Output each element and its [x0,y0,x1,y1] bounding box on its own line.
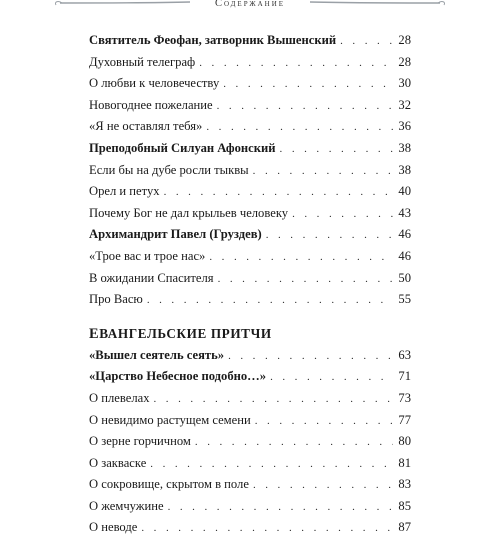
toc-entry-page-number: 38 [398,140,411,155]
toc-entry-title: Архимандрит Павел (Груздев) [89,227,262,242]
toc-entry[interactable] [89,98,411,120]
toc-entry[interactable] [89,184,411,206]
toc-entry-title: «Трое вас и трое нас» [89,248,206,263]
toc-entry-page-number: 83 [398,477,411,492]
section-heading-text: ЕВАНГЕЛЬСКИЕ ПРИТЧИ [89,325,272,342]
toc-entry[interactable] [89,227,411,249]
toc-entry-title: О любви к человечеству [89,76,220,91]
running-title: Содержание [214,0,286,9]
toc-entry-page-number: 30 [398,76,411,91]
toc-entry[interactable] [89,434,411,456]
toc-entry[interactable] [89,292,411,314]
toc-entry-page-number: 32 [398,97,411,112]
toc-entry-page-number: 77 [398,412,411,427]
toc-entry-page-number: 46 [398,248,411,263]
dot-leader [154,393,394,405]
toc-entry-page-number: 80 [398,434,411,449]
toc-entry-title: Духовный телеграф [89,54,196,69]
table-of-contents [89,33,411,542]
toc-entry[interactable] [89,348,411,370]
toc-entry[interactable] [89,477,411,499]
toc-entry-title: Про Васю [89,292,143,307]
toc-entry[interactable] [89,206,411,228]
toc-entry-title: Почему Бог не дал крыльев человеку [89,205,289,220]
dot-leader [206,121,393,133]
dot-leader [209,251,393,263]
toc-entry-page-number: 28 [398,54,411,69]
toc-entry-page-number: 63 [398,347,411,362]
toc-entry-page-number: 71 [398,369,411,384]
toc-entry-title: В ожидании Спасителя [89,270,214,285]
dot-leader [253,479,393,491]
dot-leader [280,143,393,155]
toc-entry-title: Святитель Феофан, затворник Вышенский [89,33,337,47]
dot-leader [147,294,393,306]
toc-entry-page-number: 28 [398,33,411,47]
toc-entry-title: Орел и петух [89,184,160,199]
toc-entry-title: О зерне горчичном [89,434,191,449]
toc-entry[interactable] [89,141,411,163]
dot-leader [218,273,393,285]
toc-entry-page-number: 73 [398,390,411,405]
page-header [0,0,500,14]
toc-entry[interactable] [89,163,411,185]
toc-entry[interactable] [89,271,411,293]
toc-entry-page-number: 55 [398,292,411,307]
toc-entry[interactable] [89,55,411,77]
dot-leader [228,350,393,362]
toc-entry-page-number: 50 [398,270,411,285]
toc-entry-page-number: 87 [398,520,411,535]
dot-leader [340,35,393,47]
toc-entry-title: О закваске [89,455,147,470]
toc-entry[interactable] [89,520,411,542]
dot-leader [199,57,393,69]
toc-entry-title: Преподобный Силуан Афонский [89,140,276,155]
dot-leader [292,208,393,220]
toc-entry[interactable] [89,76,411,98]
toc-entry-page-number: 81 [398,455,411,470]
section-heading [89,326,411,348]
dot-leader [195,436,393,448]
dot-leader [141,522,393,534]
toc-entry-page-number: 43 [398,205,411,220]
toc-entry-title: Новогоднее пожелание [89,97,213,112]
toc-part-1 [89,33,411,314]
toc-entry-title: О сокровище, скрытом в поле [89,477,249,492]
toc-entry-title: О жемчужине [89,498,164,513]
toc-entry-title: О невидимо растущем семени [89,412,251,427]
toc-entry-page-number: 36 [398,119,411,134]
dot-leader [255,415,393,427]
toc-entry[interactable] [89,456,411,478]
toc-entry[interactable] [89,413,411,435]
toc-entry-title: «Царство Небесное подобно…» [89,369,267,384]
toc-entry-page-number: 85 [398,498,411,513]
toc-entry[interactable] [89,499,411,521]
toc-entry-title: «Я не оставлял тебя» [89,119,203,134]
toc-entry-title: «Вышел сеятель сеять» [89,347,225,362]
toc-part-2 [89,348,411,542]
toc-entry-page-number: 46 [398,227,411,242]
toc-entry[interactable] [89,369,411,391]
dot-leader [150,458,393,470]
dot-leader [266,229,393,241]
toc-entry[interactable] [89,391,411,413]
toc-entry-title: Если бы на дубе росли тыквы [89,162,249,177]
dot-leader [223,78,393,90]
dot-leader [217,100,393,112]
toc-entry[interactable] [89,249,411,271]
dot-leader [168,501,393,513]
toc-entry-title: О плевелах [89,390,150,405]
toc-entry[interactable] [89,119,411,141]
dot-leader [164,186,393,198]
toc-entry[interactable] [89,33,411,55]
dot-leader [253,165,393,177]
toc-entry-title: О неводе [89,520,138,535]
toc-entry-page-number: 40 [398,184,411,199]
dot-leader [270,371,393,383]
toc-entry-page-number: 38 [398,162,411,177]
